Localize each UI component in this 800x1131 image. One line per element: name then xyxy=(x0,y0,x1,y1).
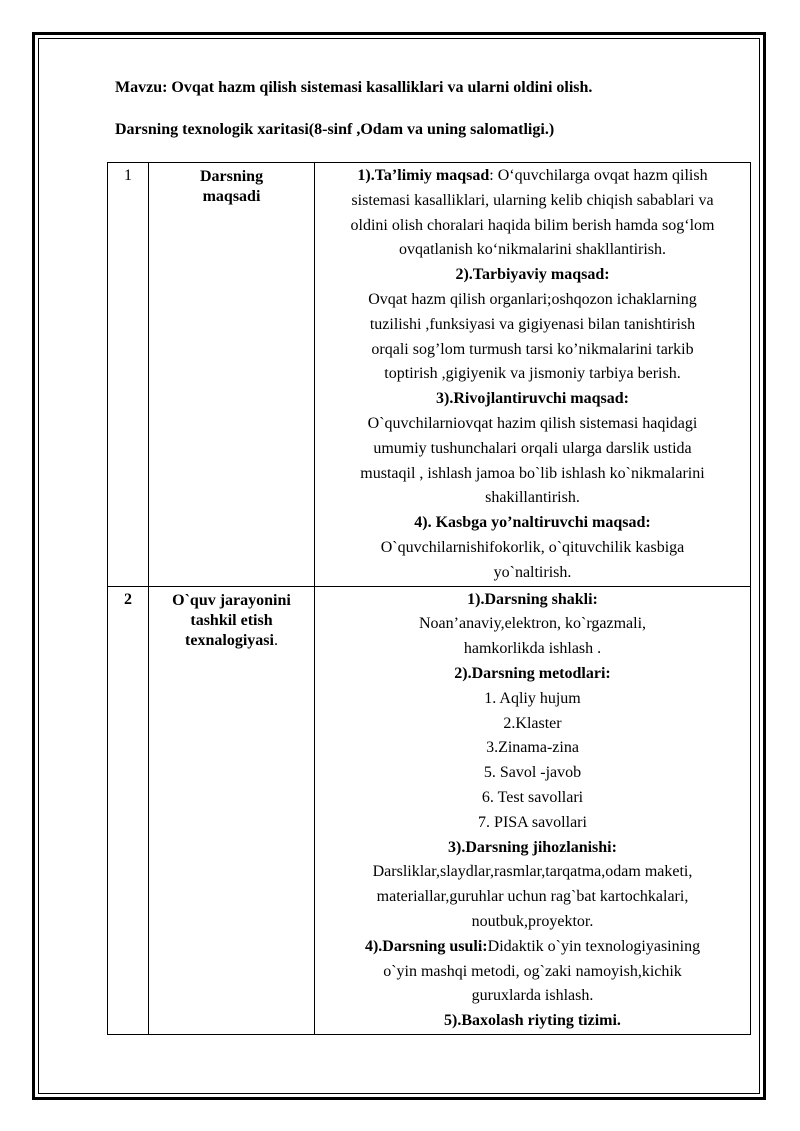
aim-text: : O‘quvchilarga ovqat hazm qilish xyxy=(489,167,708,184)
method-item: 7. PISA savollari xyxy=(478,813,587,831)
aim-line: ovqatlanish ko‘nikmalarini shakllantirish. xyxy=(398,241,667,259)
technological-map-heading: Darsning texnologik xaritasi(8-sinf ,Odam va uning salomatligi.) xyxy=(115,121,555,138)
section-line: materiallar,guruhlar uchun rag`bat kartochkalari, xyxy=(376,888,689,906)
aim-line: toptirish ,gigiyenik va jismoniy tarbiya berish. xyxy=(384,365,681,383)
aim-line: sistemasi kasalliklari, ularning kelib chiqish sabablari va xyxy=(351,191,714,209)
section-line: Darsliklar,slaydlar,rasmlar,tarqatma,odam maketi, xyxy=(372,863,693,881)
lesson-organization xyxy=(315,586,751,1034)
method-item: 5. Savol -javob xyxy=(483,764,582,782)
lesson-map-table xyxy=(107,162,751,1035)
aim-line: umumiy tushunchalari orqali ularga darslik ustida xyxy=(373,439,692,457)
aim-line: oldini olish choralari haqida bilim berish hamda sog‘lom xyxy=(350,216,715,234)
section-title: 5).Baxolash riyting tizimi. xyxy=(444,1012,621,1030)
section-line: Noan’anaviy,elektron, ko`rgazmali, xyxy=(418,615,647,633)
section-title: 3).Darsning jihozlanishi: xyxy=(448,838,617,856)
section-title: 4).Darsning usuli: xyxy=(364,937,488,955)
method-item: 3.Zinama-zina xyxy=(486,739,579,757)
row-number: 1 xyxy=(108,163,149,587)
aim-line: Ovqat hazm qilish organlari;oshqozon ichaklarning xyxy=(368,290,697,308)
educational-aim xyxy=(321,164,744,189)
method-item: 6. Test savollari xyxy=(481,788,584,806)
row-number: 2 xyxy=(108,586,149,1034)
topic-heading: Mavzu: Ovqat hazm qilish sistemasi kasalliklari va ularni oldini olish. xyxy=(115,79,593,96)
aim-title: 1).Ta’limiy maqsad xyxy=(357,167,490,184)
title-text: texnalogiyasi xyxy=(185,631,274,649)
row-title xyxy=(149,586,315,1034)
aim-line: shakillantirish. xyxy=(485,489,580,507)
title-line xyxy=(153,631,310,651)
aim-line: tuzilishi ,funksiyasi va gigiyenasi bilan tanishtirish xyxy=(369,315,696,333)
method-item: 2.Klaster xyxy=(503,714,562,732)
method-item: 1. Aqliy hujum xyxy=(484,689,581,707)
lesson-aims xyxy=(315,163,751,587)
aim-title: 2).Tarbiyaviy maqsad: xyxy=(455,266,610,284)
aim-line: orqali sog’lom turmush tarsi ko’nikmalarini tarkib xyxy=(371,340,694,358)
title-line: Darsning xyxy=(199,168,264,185)
aim-line: yo`naltirish. xyxy=(493,563,572,581)
aim-line: mustaqil , ishlash jamoa bo`lib ishlash ko`nikmalarini xyxy=(360,464,705,482)
lesson-way xyxy=(321,935,744,960)
section-title: 1).Darsning shakli: xyxy=(467,590,598,608)
title-line: O`quv jarayonini xyxy=(172,591,291,609)
table-row xyxy=(108,163,751,587)
title-line: tashkil etish xyxy=(190,611,273,629)
section-text: Didaktik o`yin texnologiyasining xyxy=(487,937,701,955)
table-row xyxy=(108,586,751,1034)
row-title xyxy=(149,163,315,587)
aim-line: O`quvchilarnishifokorlik, o`qituvchilik kasbiga xyxy=(380,538,685,556)
section-line: guruxlarda ishlash. xyxy=(471,987,594,1005)
title-line: maqsadi xyxy=(202,188,261,205)
title-period: . xyxy=(273,631,278,649)
section-line: hamkorlikda ishlash . xyxy=(463,640,602,658)
section-line: noutbuk,proyektor. xyxy=(471,912,594,930)
aim-line: O`quvchilarniovqat hazim qilish sistemasi haqidagi xyxy=(367,414,698,432)
aim-title: 4). Kasbga yo’naltiruvchi maqsad: xyxy=(414,514,651,532)
section-line: o`yin mashqi metodi, og`zaki namoyish,kichik xyxy=(383,962,682,980)
section-title: 2).Darsning metodlari: xyxy=(454,664,611,682)
aim-title: 3).Rivojlantiruvchi maqsad: xyxy=(436,390,629,408)
